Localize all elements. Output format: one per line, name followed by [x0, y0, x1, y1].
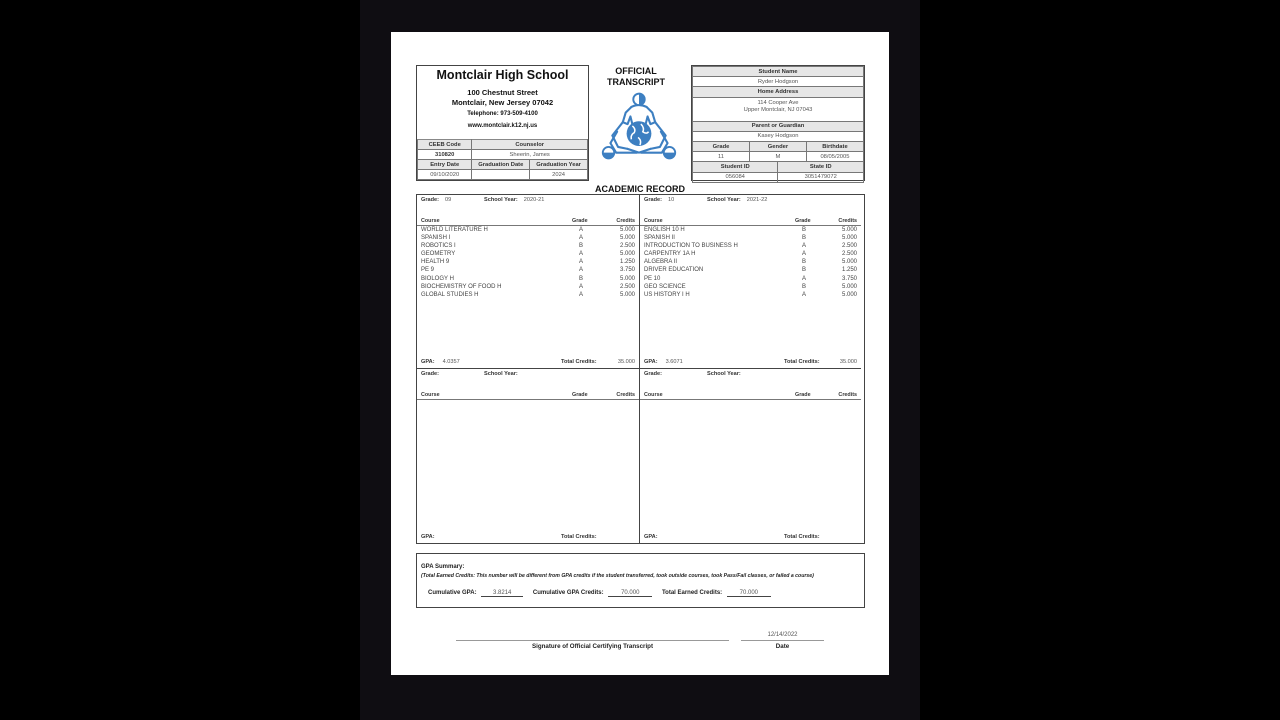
course-credits: 5.000 [619, 227, 635, 233]
course-row [417, 259, 639, 267]
school-year-label: School Year: [707, 371, 741, 377]
date-value: 12/14/2022 [767, 632, 798, 638]
title-line1: OFFICIAL [615, 66, 657, 76]
state-id-label: State ID [778, 162, 864, 172]
school-info-box [416, 65, 589, 181]
course-credits: 1.250 [619, 259, 635, 266]
ceeb-code-value: 310820 [418, 150, 472, 160]
gpa-summary-values [428, 590, 779, 597]
term-block [639, 369, 861, 543]
course-row [640, 251, 861, 259]
school-year-value: 2021-22 [746, 197, 768, 203]
course-grade: B [802, 283, 807, 290]
ceeb-code-label: CEEB Code [418, 140, 472, 150]
course-row [640, 243, 861, 251]
counselor-label: Counselor [472, 140, 588, 150]
course-credits: 5.000 [841, 227, 857, 233]
term-header [644, 197, 768, 203]
school-year-value: 2020-21 [523, 197, 545, 203]
transcript-page [391, 32, 889, 675]
course-row [417, 235, 639, 243]
student-id-value: 056084 [693, 172, 778, 182]
course-credits: 1.250 [841, 267, 857, 274]
course-name: ROBOTICS I [421, 243, 456, 250]
course-grade: A [579, 259, 584, 266]
gpa-value: 3.6071 [665, 359, 683, 365]
gender-value: M [749, 152, 806, 162]
total-credits-label: Total Credits: [561, 359, 597, 365]
course-grade: A [802, 243, 807, 250]
academic-record-grid [416, 194, 865, 544]
school-name: Montclair High School [436, 68, 569, 82]
course-credits: 2.500 [619, 283, 635, 290]
school-address [417, 88, 588, 107]
student-name-value: Ryder Hodgson [693, 77, 864, 87]
birthdate-label: Birthdate [806, 141, 863, 151]
course-grade: A [579, 251, 584, 258]
course-credits: 2.500 [841, 243, 857, 250]
school-year-label: School Year: [484, 197, 518, 203]
course-column-headers [640, 392, 861, 400]
course-credits: 3.750 [841, 275, 857, 282]
title-line2: TRANSCRIPT [607, 77, 665, 87]
graduation-year-value: 2024 [530, 170, 588, 180]
grade-column-header: Grade [572, 392, 588, 398]
grade-column-header: Grade [795, 218, 811, 224]
course-credits: 2.500 [619, 243, 635, 250]
course-column-headers [417, 392, 639, 400]
course-column-headers [417, 218, 639, 226]
grade-column-header: Grade [572, 218, 588, 224]
course-grade: A [579, 235, 584, 242]
gpa-value: 4.0357 [442, 359, 460, 365]
term-footer [644, 534, 857, 542]
grade-value: 11 [693, 152, 750, 162]
guardian-label: Parent or Guardian [693, 121, 864, 131]
term-header [644, 371, 741, 377]
term-footer [421, 359, 635, 367]
guardian-value: Kasey Hodgson [693, 131, 864, 141]
course-column-header: Course [421, 218, 440, 224]
term-header [421, 197, 545, 203]
course-name: GLOBAL STUDIES H [421, 291, 479, 298]
course-name: DRIVER EDUCATION [644, 267, 704, 274]
course-name: PE 9 [421, 267, 435, 274]
course-row [640, 292, 861, 300]
course-column-header: Course [644, 392, 663, 398]
course-name: ALGEBRA II [644, 259, 678, 266]
course-grade: A [802, 291, 807, 298]
school-website: www.montclair.k12.nj.us [467, 123, 538, 129]
course-grade: A [579, 283, 584, 290]
gender-label: Gender [749, 141, 806, 151]
cumulative-gpa-label: Cumulative GPA: [428, 590, 477, 596]
cumulative-gpa-value: 3.8214 [481, 590, 523, 597]
school-year-label: School Year: [484, 371, 518, 377]
course-grade: A [579, 227, 584, 233]
counselor-value: Sheerin, James [472, 150, 588, 160]
term-block [417, 195, 639, 369]
gpa-label: GPA: [421, 534, 435, 540]
school-telephone: Telephone: 973-509-4100 [467, 111, 538, 117]
gpa-summary-box [416, 553, 865, 608]
course-name: SPANISH I [421, 235, 451, 242]
cumulative-gpa-credits-label: Cumulative GPA Credits: [532, 590, 604, 596]
term-grade-label: Grade: [421, 197, 440, 203]
course-credits: 5.000 [841, 259, 857, 266]
school-details-table [417, 139, 588, 180]
total-credits-label: Total Credits: [784, 359, 820, 365]
course-row [417, 284, 639, 292]
gpa-label: GPA: [421, 359, 435, 365]
school-logo-icon [599, 88, 679, 164]
academic-record-title: ACADEMIC RECORD [595, 184, 685, 194]
total-earned-credits-label: Total Earned Credits: [661, 590, 723, 596]
credits-column-header: Credits [616, 218, 635, 224]
student-id-label: Student ID [693, 162, 778, 172]
course-grade: B [802, 235, 807, 242]
grade-column-header: Grade [795, 392, 811, 398]
course-row [417, 251, 639, 259]
course-name: BIOCHEMISTRY OF FOOD H [421, 283, 502, 290]
course-column-header: Course [421, 392, 440, 398]
course-row [417, 243, 639, 251]
course-name: US HISTORY I H [644, 291, 690, 298]
course-name: INTRODUCTION TO BUSINESS H [644, 243, 738, 250]
course-name: PE 10 [644, 275, 661, 282]
course-grade: B [579, 243, 584, 250]
term-block [417, 369, 639, 543]
course-grade: B [802, 259, 807, 266]
home-address-value [693, 97, 864, 121]
student-name-label: Student Name [693, 67, 864, 77]
course-name: GEO SCIENCE [644, 283, 686, 290]
total-earned-credits-value: 70.000 [727, 590, 771, 597]
entry-date-value: 09/10/2020 [418, 170, 472, 180]
student-info-box [691, 65, 865, 181]
home-address-label: Home Address [693, 87, 864, 97]
term-footer [421, 534, 635, 542]
course-credits: 5.000 [619, 275, 635, 282]
course-column-headers [640, 218, 861, 226]
total-credits-value: 35.000 [839, 359, 857, 365]
course-credits: 5.000 [841, 283, 857, 290]
term-grade-label: Grade: [644, 371, 663, 377]
course-list [417, 227, 639, 300]
course-grade: B [579, 275, 584, 282]
grade-label: Grade [693, 141, 750, 151]
course-row [417, 227, 639, 235]
course-row [640, 227, 861, 235]
term-block [639, 195, 861, 369]
course-row [640, 284, 861, 292]
term-grade-label: Grade: [644, 197, 663, 203]
signature-field [456, 632, 729, 650]
course-grade: A [802, 251, 807, 258]
school-year-label: School Year: [707, 197, 741, 203]
course-grade: A [579, 267, 584, 274]
course-credits: 5.000 [841, 235, 857, 242]
total-credits-label: Total Credits: [561, 534, 597, 540]
course-row [640, 235, 861, 243]
course-grade: A [802, 275, 807, 282]
school-address-line1: 100 Chestnut Street [467, 88, 538, 97]
credits-column-header: Credits [838, 218, 857, 224]
course-name: HEALTH 9 [421, 259, 450, 266]
course-name: SPANISH II [644, 235, 675, 242]
course-grade: A [579, 291, 584, 298]
course-credits: 2.500 [841, 251, 857, 258]
home-address-line1: 114 Cooper Ave [757, 99, 799, 106]
course-row [640, 267, 861, 275]
school-address-line2: Montclair, New Jersey 07042 [451, 97, 554, 107]
course-credits: 5.000 [619, 291, 635, 298]
course-row [640, 259, 861, 267]
course-name: BIOLOGY H [421, 275, 454, 282]
gpa-label: GPA: [644, 359, 658, 365]
credits-column-header: Credits [838, 392, 857, 398]
birthdate-value: 08/05/2005 [806, 152, 863, 162]
term-grade-value: 10 [668, 197, 675, 203]
graduation-date-value [472, 170, 530, 180]
term-grade-value: 09 [445, 197, 452, 203]
cumulative-gpa-credits-value: 70.000 [608, 590, 652, 597]
course-name: CARPENTRY 1A H [644, 251, 696, 258]
course-credits: 5.000 [619, 251, 635, 258]
graduation-date-label: Graduation Date [472, 160, 530, 170]
total-credits-label: Total Credits: [784, 534, 820, 540]
course-grade: B [802, 267, 807, 274]
course-credits: 5.000 [619, 235, 635, 242]
total-credits-value: 35.000 [617, 359, 635, 365]
course-credits: 5.000 [841, 291, 857, 298]
course-name: ENGLISH 10 H [644, 227, 685, 233]
gpa-label: GPA: [644, 534, 658, 540]
gpa-summary-heading: GPA Summary: [421, 564, 465, 570]
course-row [640, 276, 861, 284]
course-row [417, 292, 639, 300]
home-address-line2: Upper Montclair, NJ 07043 [743, 106, 813, 113]
term-header [421, 371, 518, 377]
entry-date-label: Entry Date [418, 160, 472, 170]
course-list [640, 227, 861, 300]
student-details-table [692, 66, 864, 183]
state-id-value: 3051479072 [778, 172, 864, 182]
course-row [417, 276, 639, 284]
course-grade: B [802, 227, 807, 233]
course-column-header: Course [644, 218, 663, 224]
official-transcript-title [591, 66, 681, 88]
gpa-summary-note: (Total Earned Credits: This number will be different from GPA credits if the student transferred, took outside courses, took Pass/Fail classes, or failed a course) [421, 573, 814, 579]
graduation-year-label: Graduation Year [530, 160, 588, 170]
course-name: WORLD LITERATURE H [421, 227, 488, 233]
course-credits: 3.750 [619, 267, 635, 274]
course-name: GEOMETRY [421, 251, 456, 258]
date-label: Date [775, 643, 790, 650]
date-field [741, 632, 824, 650]
term-grade-label: Grade: [421, 371, 440, 377]
term-footer [644, 359, 857, 367]
credits-column-header: Credits [616, 392, 635, 398]
signature-label: Signature of Official Certifying Transcript [531, 643, 654, 650]
course-row [417, 267, 639, 275]
